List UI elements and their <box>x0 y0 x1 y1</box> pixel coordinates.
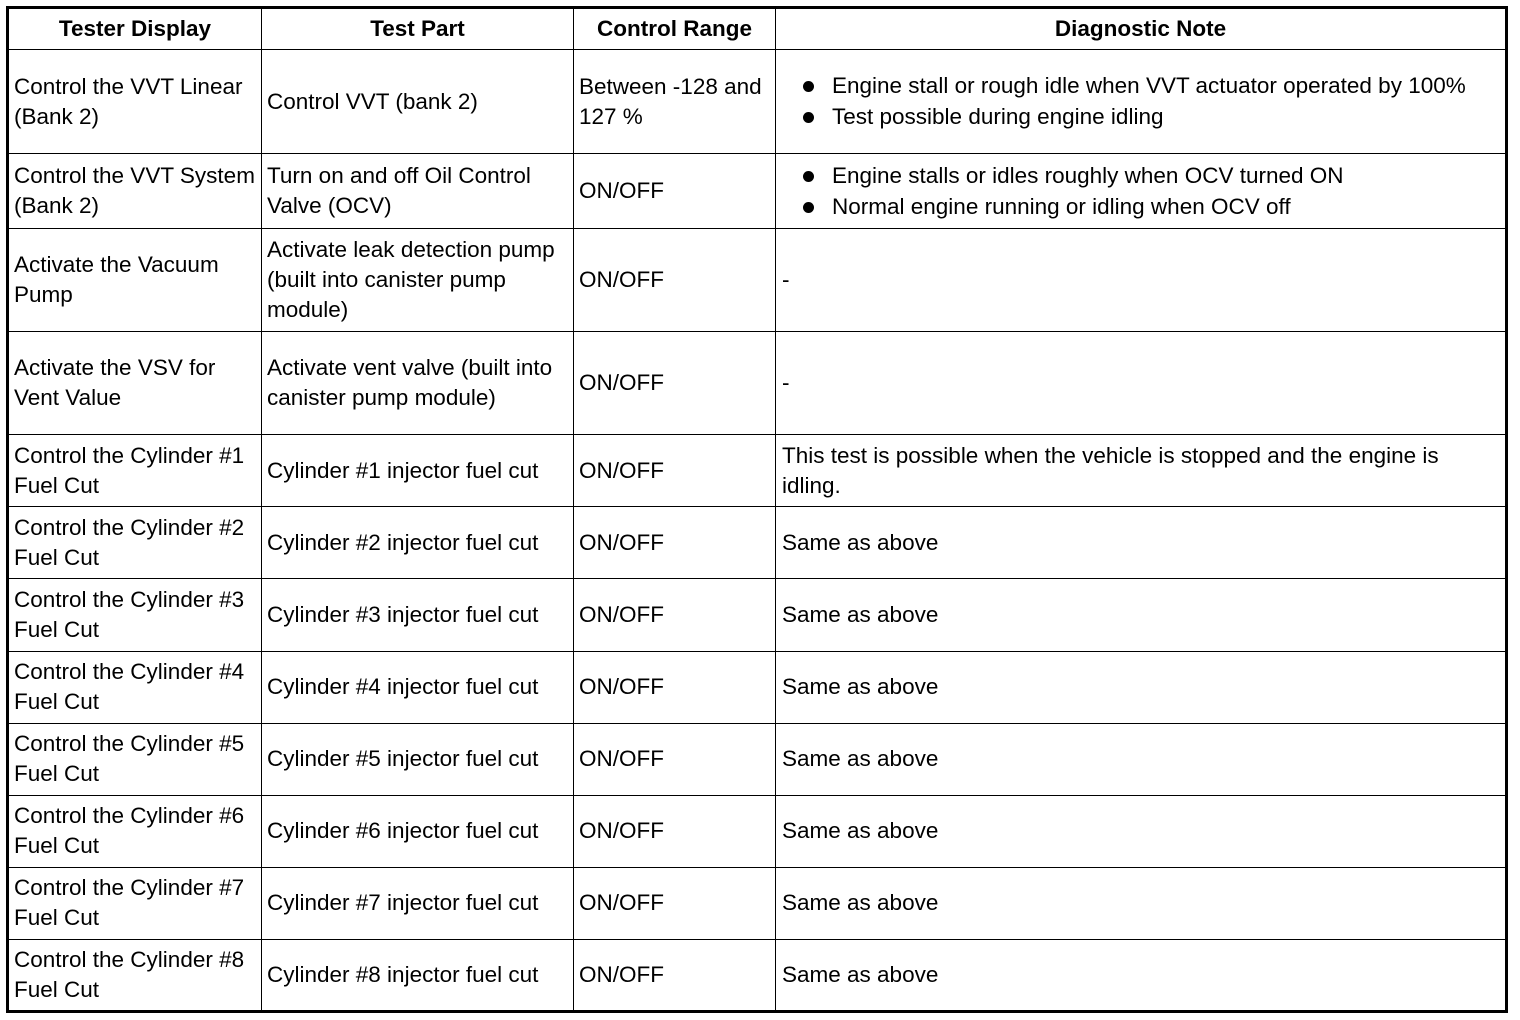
cell-diagnostic-note: This test is possible when the vehicle is stopped and the engine is idling. <box>776 435 1507 507</box>
cell-tester-display: Control the Cylinder #3 Fuel Cut <box>8 579 262 651</box>
cell-control-range: Between -128 and 127 % <box>574 50 776 154</box>
table-row <box>8 795 1507 867</box>
cell-control-range: ON/OFF <box>574 723 776 795</box>
table-header-row <box>8 8 1507 50</box>
cell-control-range: ON/OFF <box>574 939 776 1011</box>
cell-test-part: Cylinder #7 injector fuel cut <box>262 867 574 939</box>
cell-test-part: Cylinder #3 injector fuel cut <box>262 579 574 651</box>
cell-tester-display: Control the Cylinder #8 Fuel Cut <box>8 939 262 1011</box>
note-bullet-item: Normal engine running or idling when OCV off <box>782 192 1500 222</box>
table-body <box>8 50 1507 1012</box>
cell-diagnostic-note: - <box>776 332 1507 435</box>
header-tester-display: Tester Display <box>8 8 262 50</box>
cell-test-part: Cylinder #1 injector fuel cut <box>262 435 574 507</box>
cell-diagnostic-note <box>776 50 1507 154</box>
cell-diagnostic-note: Same as above <box>776 507 1507 579</box>
cell-test-part: Activate leak detection pump (built into canister pump module) <box>262 229 574 332</box>
cell-control-range: ON/OFF <box>574 867 776 939</box>
header-control-range: Control Range <box>574 8 776 50</box>
cell-diagnostic-note: Same as above <box>776 723 1507 795</box>
cell-tester-display: Activate the VSV for Vent Value <box>8 332 262 435</box>
table-row <box>8 939 1507 1011</box>
cell-test-part: Activate vent valve (built into canister pump module) <box>262 332 574 435</box>
cell-test-part: Cylinder #8 injector fuel cut <box>262 939 574 1011</box>
cell-control-range: ON/OFF <box>574 579 776 651</box>
cell-tester-display: Control the Cylinder #5 Fuel Cut <box>8 723 262 795</box>
cell-control-range: ON/OFF <box>574 651 776 723</box>
cell-tester-display: Activate the Vacuum Pump <box>8 229 262 332</box>
cell-tester-display: Control the Cylinder #4 Fuel Cut <box>8 651 262 723</box>
note-bullet-item: Test possible during engine idling <box>782 102 1500 132</box>
note-bullet-item: Engine stalls or idles roughly when OCV turned ON <box>782 161 1500 191</box>
header-test-part: Test Part <box>262 8 574 50</box>
cell-tester-display: Control the Cylinder #2 Fuel Cut <box>8 507 262 579</box>
note-bullet-list <box>782 71 1500 132</box>
cell-diagnostic-note: Same as above <box>776 795 1507 867</box>
cell-test-part: Turn on and off Oil Control Valve (OCV) <box>262 154 574 229</box>
note-bullet-list <box>782 161 1500 222</box>
cell-control-range: ON/OFF <box>574 435 776 507</box>
cell-control-range: ON/OFF <box>574 229 776 332</box>
cell-tester-display: Control the VVT System (Bank 2) <box>8 154 262 229</box>
table-row <box>8 651 1507 723</box>
table-row <box>8 723 1507 795</box>
cell-diagnostic-note: Same as above <box>776 579 1507 651</box>
cell-tester-display: Control the Cylinder #7 Fuel Cut <box>8 867 262 939</box>
cell-control-range: ON/OFF <box>574 332 776 435</box>
cell-diagnostic-note <box>776 154 1507 229</box>
cell-test-part: Cylinder #4 injector fuel cut <box>262 651 574 723</box>
cell-diagnostic-note: - <box>776 229 1507 332</box>
table-row <box>8 507 1507 579</box>
cell-test-part: Cylinder #2 injector fuel cut <box>262 507 574 579</box>
cell-test-part: Control VVT (bank 2) <box>262 50 574 154</box>
cell-control-range: ON/OFF <box>574 795 776 867</box>
cell-tester-display: Control the Cylinder #1 Fuel Cut <box>8 435 262 507</box>
table-row <box>8 50 1507 154</box>
cell-test-part: Cylinder #6 injector fuel cut <box>262 795 574 867</box>
cell-tester-display: Control the Cylinder #6 Fuel Cut <box>8 795 262 867</box>
note-bullet-item: Engine stall or rough idle when VVT actuator operated by 100% <box>782 71 1500 101</box>
cell-diagnostic-note: Same as above <box>776 867 1507 939</box>
cell-control-range: ON/OFF <box>574 154 776 229</box>
cell-diagnostic-note: Same as above <box>776 651 1507 723</box>
cell-tester-display: Control the VVT Linear (Bank 2) <box>8 50 262 154</box>
table-row <box>8 229 1507 332</box>
cell-test-part: Cylinder #5 injector fuel cut <box>262 723 574 795</box>
table-row <box>8 435 1507 507</box>
table-row <box>8 867 1507 939</box>
table-row <box>8 579 1507 651</box>
active-test-table <box>6 6 1508 1013</box>
cell-control-range: ON/OFF <box>574 507 776 579</box>
table-row <box>8 332 1507 435</box>
table-row <box>8 154 1507 229</box>
cell-diagnostic-note: Same as above <box>776 939 1507 1011</box>
header-diagnostic-note: Diagnostic Note <box>776 8 1507 50</box>
